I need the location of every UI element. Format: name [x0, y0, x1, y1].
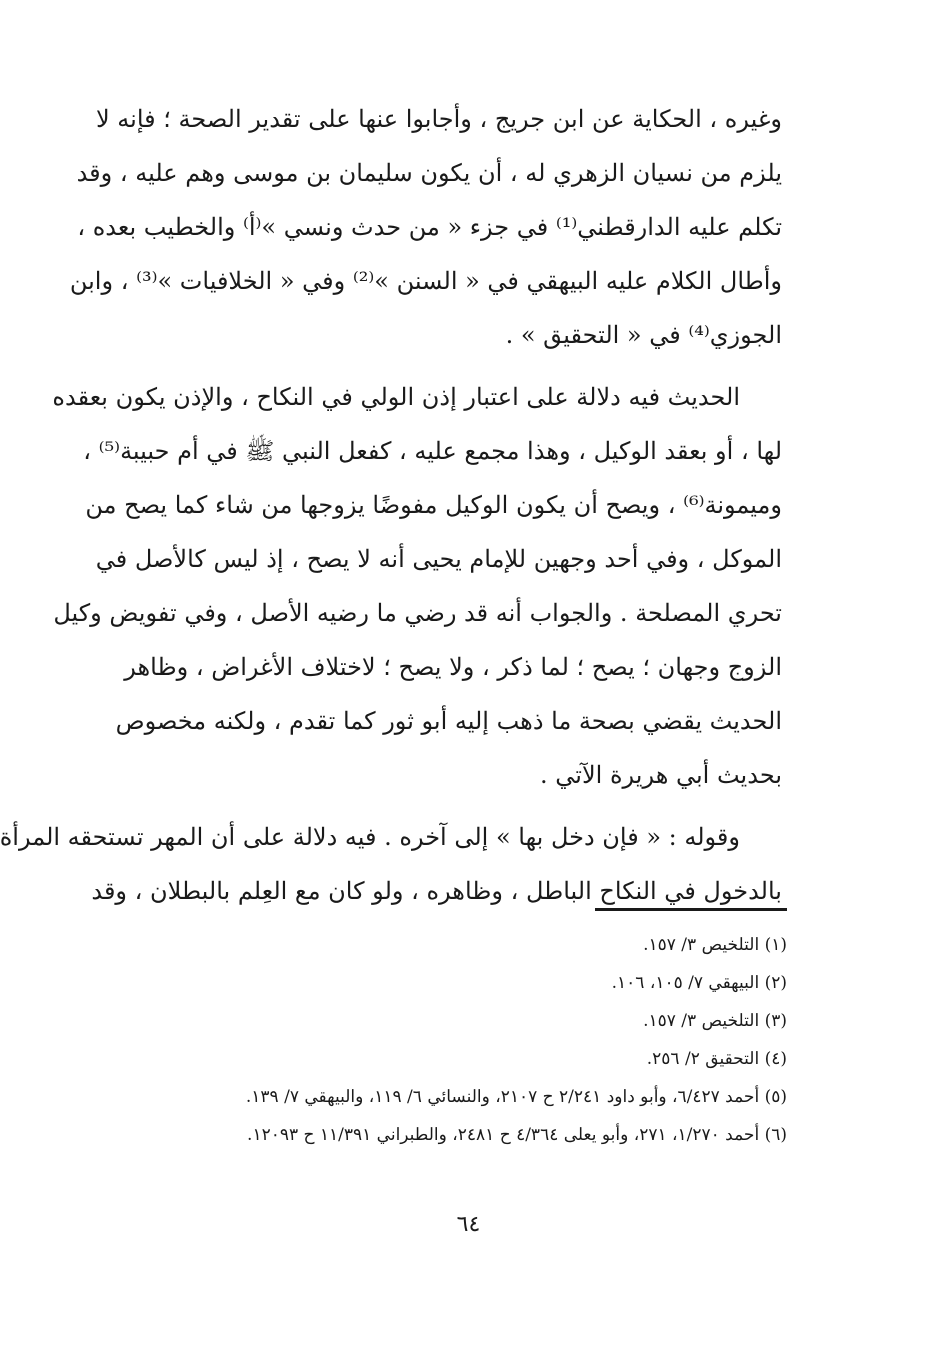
text-line: الحديث فيه دلالة على اعتبار إذن الولي في النكاح ، والإذن يكون بعقده: [52, 383, 740, 411]
text-line: يلزم من نسيان الزهري له ، أن يكون سليمان بن موسى وهم عليه ، وقد: [76, 159, 782, 187]
text-line: وغيره ، الحكاية عن ابن جريج ، وأجابوا عنها على تقدير الصحة ؛ فإنه لا: [95, 105, 782, 133]
text-line: بالدخول في النكاح الباطل ، وظاهره ، ولو كان مع العِلم بالبطلان ، وقد: [91, 877, 782, 905]
text-line: تحري المصلحة . والجواب أنه قد رضي ما رضيه الأصل ، وفي تفويض وكيل: [53, 599, 782, 627]
text-line: وميمونة⁽⁶⁾ ، ويصح أن يكون الوكيل مفوضًا يزوجها من شاء كما يصح من: [85, 491, 782, 519]
text-line: تكلم عليه الدارقطني⁽¹⁾ في جزء « من حدث ونسي »⁽أ⁾ والخطيب بعده ،: [77, 213, 782, 241]
paragraph-3: [0, 810, 782, 918]
text-line: الجوزي⁽⁴⁾ في « التحقيق » .: [505, 321, 782, 349]
footnote-4: (٤) التحقيق ٢/ ٢٥٦.: [646, 1049, 787, 1069]
paragraph-1: [69, 92, 782, 362]
text-line: الزوج وجهان ؛ يصح ؛ لما ذكر ، ولا يصح ؛ لاختلاف الأغراض ، وظاهر: [124, 653, 782, 681]
footnote-1: (١) التلخيص ٣/ ١٥٧.: [643, 935, 787, 955]
footnote-separator: [595, 908, 787, 911]
text-line: وأطال الكلام عليه البيهقي في « السنن »⁽²⁾ وفي « الخلافيات »⁽³⁾ ، وابن: [69, 267, 782, 295]
text-line: لها ، أو بعقد الوكيل ، وهذا مجمع عليه ، كفعل النبي ﷺ في أم حبيبة⁽⁵⁾ ،: [83, 437, 782, 465]
footnote-6: (٦) أحمد ١/٢٧٠، ٢٧١، وأبو يعلى ٤/٣٦٤ ح ٢٤٨١، والطبراني ١١/٣٩١ ح ١٢٠٩٣.: [247, 1125, 787, 1145]
footnote-2: (٢) البيهقي ٧/ ١٠٥، ١٠٦.: [611, 973, 787, 993]
footnote-5: (٥) أحمد ٦/٤٢٧، وأبو داود ٢/٢٤١ ح ٢١٠٧، والنسائي ٦/ ١١٩، والبيهقي ٧/ ١٣٩.: [245, 1087, 787, 1107]
page-number: ٦٤: [456, 1212, 481, 1237]
main-text: [0, 92, 782, 918]
text-line: الموكل ، وفي أحد وجهين للإمام يحيى أنه لا يصح ، إذ ليس كالأصل في: [95, 545, 782, 573]
footnotes: [120, 926, 787, 1154]
text-line: وقوله : « فإن دخل بها » إلى آخره . فيه دلالة على أن المهر تستحقه المرأة: [0, 823, 740, 851]
footnote-3: (٣) التلخيص ٣/ ١٥٧.: [643, 1011, 787, 1031]
text-line: الحديث يقضي بصحة ما ذهب إليه أبو ثور كما تقدم ، ولكنه مخصوص: [115, 707, 782, 735]
paragraph-2: [52, 370, 782, 802]
text-line: بحديث أبي هريرة الآتي .: [540, 761, 782, 789]
